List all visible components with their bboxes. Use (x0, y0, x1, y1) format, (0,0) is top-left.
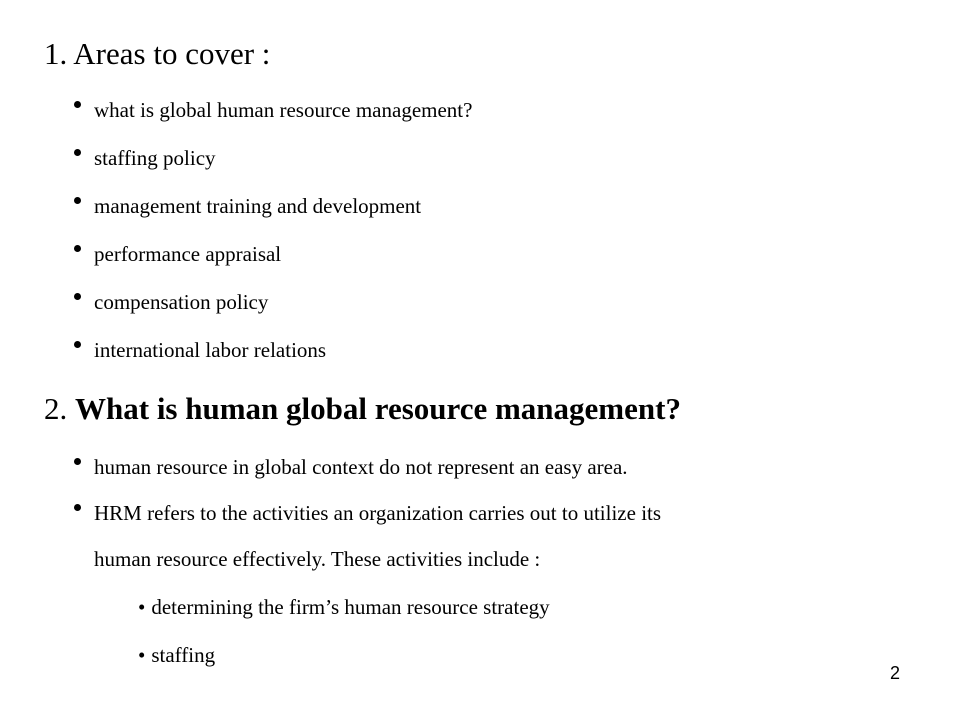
list-item-text: international labor relations (94, 338, 327, 362)
bullet-icon (74, 341, 81, 348)
sub-list-item-text: determining the firm’s human resource strategy (151, 595, 550, 619)
section-2-number: 2. (44, 391, 68, 426)
section-1-title: Areas to cover : (73, 36, 271, 71)
bullet-icon (74, 458, 81, 465)
section-1-heading (44, 36, 270, 72)
sub-bullet-icon: • (138, 643, 146, 667)
bullet-icon (74, 293, 81, 300)
list-item-text: staffing policy (94, 146, 216, 170)
bullet-icon (74, 197, 81, 204)
bullet-icon (74, 504, 81, 511)
list-item-text: compensation policy (94, 290, 269, 314)
list-item-text: HRM refers to the activities an organization carries out to utilize its (94, 501, 662, 525)
sub-list-item-text: staffing (151, 643, 216, 667)
section-1-number: 1. (44, 36, 68, 71)
list-item-text: performance appraisal (94, 242, 282, 266)
bullet-icon (74, 149, 81, 156)
section-2-title: What is human global resource management? (75, 391, 681, 426)
sub-list-item (138, 594, 550, 620)
bullet-icon (74, 245, 81, 252)
page-number: 2 (889, 663, 900, 683)
bullet-icon (74, 101, 81, 108)
section-2-heading (44, 391, 681, 427)
list-item-text: human resource in global context do not represent an easy area. (94, 455, 628, 479)
sub-bullet-icon: • (138, 595, 146, 619)
sub-list-item (138, 642, 215, 668)
list-item-text: management training and development (94, 194, 422, 218)
list-item-continuation: human resource effectively. These activities include : (94, 547, 541, 571)
list-item-text: what is global human resource management? (94, 98, 473, 122)
